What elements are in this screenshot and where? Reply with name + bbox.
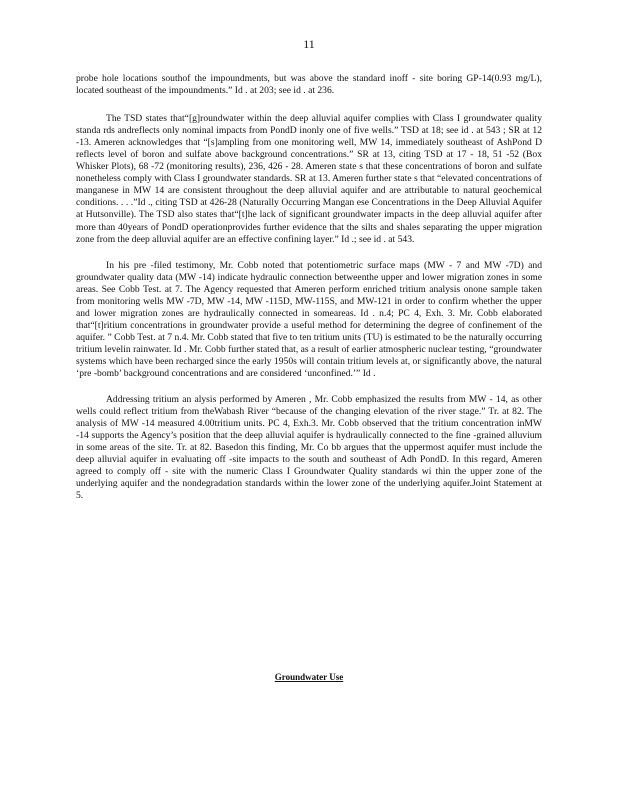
paragraph-4: Addressing tritium an alysis performed by Ameren , Mr. Cobb emphasized the results from MW - 14, as other wells could reflect tritium from theWabash River “because of the changing elevation of the river stage.” Tr. at 82. The analysis of MW -14 measured 4.00tritium units. PC 4, Exh.3. Mr. Cobb observed that the tritium concentration inMW -14 supports the Agency’s position that the deep alluvial aquifer is hydraulically connected to the fine -grained alluvium in some areas of the site. Tr. at 82. Basedon this finding, Mr. Co bb argues that the uppermost aquifer must include the deep alluvial aquifer in evaluating off -site impacts to the south and southeast of Adh PondD. In this regard, Ameren agreed to comply off - site with the numeric Class I Groundwater Quality standards wi thin the upper zone of the underlying aquifer and the nondegradation standards within the lower zone of the underlying aquifer.Joint Statement at 5. xyxy=(76,394,542,502)
page-number: 11 xyxy=(303,37,315,51)
paragraph-1: probe hole locations southof the impoundments, but was above the standard inoff - site boring GP-14(0.93 mg/L), located southeast of the impoundments.” Id . at 203; see id . at 236. xyxy=(76,73,542,97)
section-heading xyxy=(0,672,618,682)
section-heading-text: Groundwater Use xyxy=(274,672,344,682)
paragraph-3: In his pre -filed testimony, Mr. Cobb noted that potentiometric surface maps (MW - 7 and MW -7D) and groundwater quality data (MW -14) indicate hydraulic connection betweenthe upper and lower migration zones in some areas. See Cobb Test. at 7. The Agency requested that Ameren perform enriched tritium analysis onone sample taken from monitoring wells MW -7D, MW -14, MW -115D, MW-115S, and MW-121 in order to confirm whether the upper and lower migration zones are hydraulically connected in someareas. Id . n.4; PC 4, Exh. 3. Mr. Cobb elaborated that“[t]ritium concentrations in groundwater provide a useful method for determining the degree of confinement of the aquifer. ” Cobb Test. at 7 n.4. Mr. Cobb stated that five to ten tritium units (TU) is estimated to be the naturally occurring tritium levelin rainwater. Id . Mr. Cobb further stated that, as a result of earlier atmospheric nuclear testing, “groundwater systems which have been recharged since the early 1950s will contain tritium levels at, or significantly above, the natural ‘pre -bomb’ background concentrations and are considered ‘unconfined.’” Id . xyxy=(76,259,542,380)
paragraph-2: The TSD states that“[g]roundwater within the deep alluvial aquifer complies with Class I groundwater quality standa rds andreflects only nominal impacts from PondD inonly one of five wells.” TSD at 18; see id . at 543 ; SR at 12 -13. Ameren acknowledges that “[s]ampling from one monitoring well, MW 14, immediately southeast of AshPond D reflects level of boron and sulfate above background concentrations.” SR at 13, citing TSD at 17 - 18, 51 -52 (Box Whisker Plots), 68 -72 (monitoring results), 236, 426 - 28. Ameren state s that these concentrations of boron and sulfate nonetheless comply with Class I groundwater standards. SR at 13. Ameren further state s that “elevated concentrations of manganese in MW 14 are consistent throughout the deep alluvial aquifer and are attributable to natural geochemical conditions. . . .”Id ., citing TSD at 426-28 (Naturally Occurring Mangan ese Concentrations in the Deep Alluvial Aquifer at Hutsonville). The TSD also states that“[t]he lack of significant groundwater impacts in the deep alluvial aquifer after more than 40years of PondD operationprovides further evidence that the silts and shales separating the upper migration zone from the deep alluvial aquifer are an effective confining layer.” Id .; see id . at 543. xyxy=(76,113,542,245)
body-text xyxy=(76,73,542,503)
